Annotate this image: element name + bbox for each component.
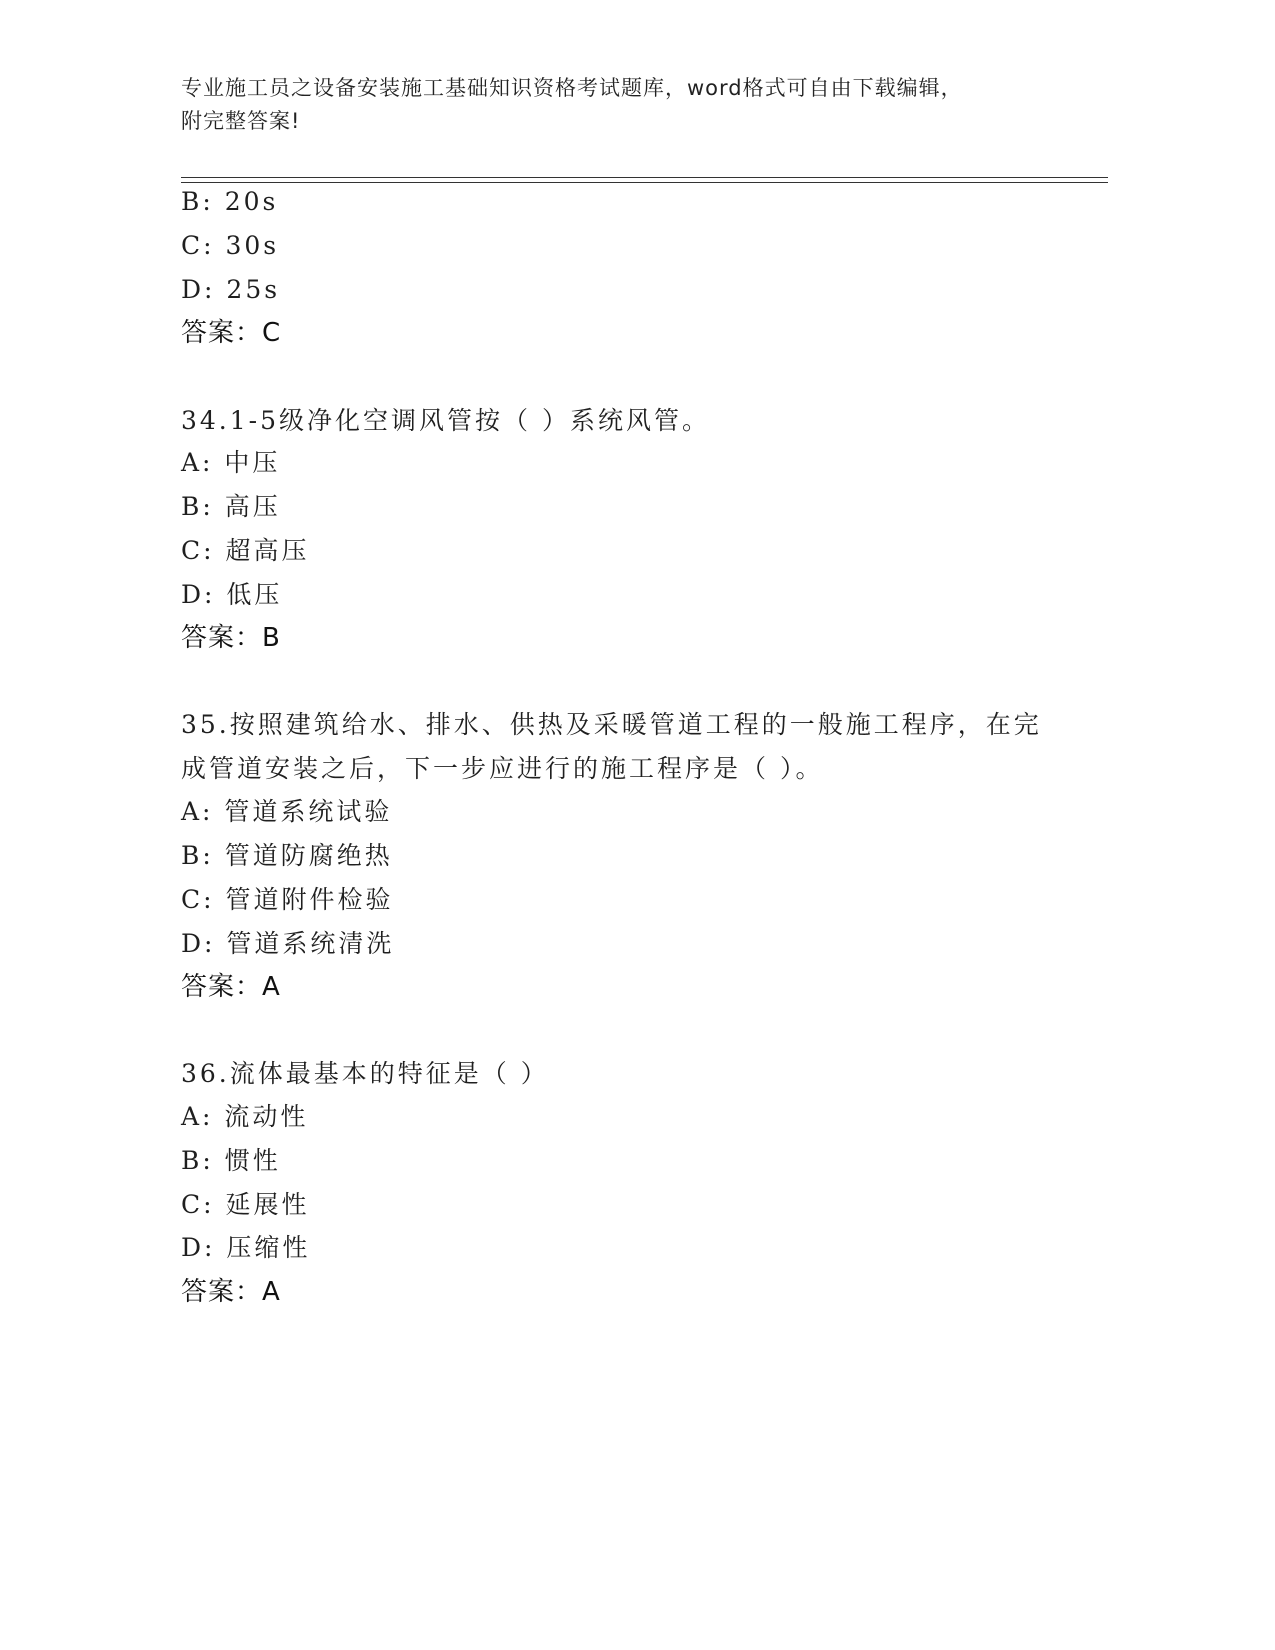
answer-label: 答案：B xyxy=(181,623,281,653)
option-a: A: 中压 xyxy=(181,448,281,477)
question-stem: 36.流体最基本的特征是（ ） xyxy=(181,1059,549,1088)
option-b: B: 惯性 xyxy=(181,1146,281,1175)
option-c: C: 超高压 xyxy=(181,536,310,565)
header-line-2: 附完整答案! xyxy=(181,109,301,133)
option-c: C: 延展性 xyxy=(181,1190,310,1219)
option-d: D: 管道系统清洗 xyxy=(181,929,395,958)
question-stem-continued: 成管道安装之后，下一步应进行的施工程序是（ ）。 xyxy=(181,754,824,783)
answer-label: 答案：C xyxy=(181,318,282,348)
option-c: C: 30s xyxy=(181,231,280,260)
option-d: D: 25s xyxy=(181,275,281,304)
question-stem: 35.按照建筑给水、排水、供热及采暖管道工程的一般施工程序，在完 xyxy=(181,710,1042,739)
answer-label: 答案：A xyxy=(181,972,281,1002)
option-b: B: 管道防腐绝热 xyxy=(181,841,393,870)
document-header xyxy=(181,72,1061,138)
option-d: D: 压缩性 xyxy=(181,1233,311,1262)
answer-label: 答案：A xyxy=(181,1277,281,1307)
option-b: B: 20s xyxy=(181,187,279,216)
question-stem: 34.1-5级净化空调风管按（ ）系统风管。 xyxy=(181,406,710,435)
option-a: A: 流动性 xyxy=(181,1102,309,1131)
header-divider-top xyxy=(181,177,1108,178)
option-d: D: 低压 xyxy=(181,580,283,609)
option-c: C: 管道附件检验 xyxy=(181,885,394,914)
header-line-1: 专业施工员之设备安装施工基础知识资格考试题库，word格式可自由下载编辑， xyxy=(181,76,963,100)
header-divider-bottom xyxy=(181,182,1108,183)
option-b: B: 高压 xyxy=(181,492,281,521)
option-a: A: 管道系统试验 xyxy=(181,797,393,826)
